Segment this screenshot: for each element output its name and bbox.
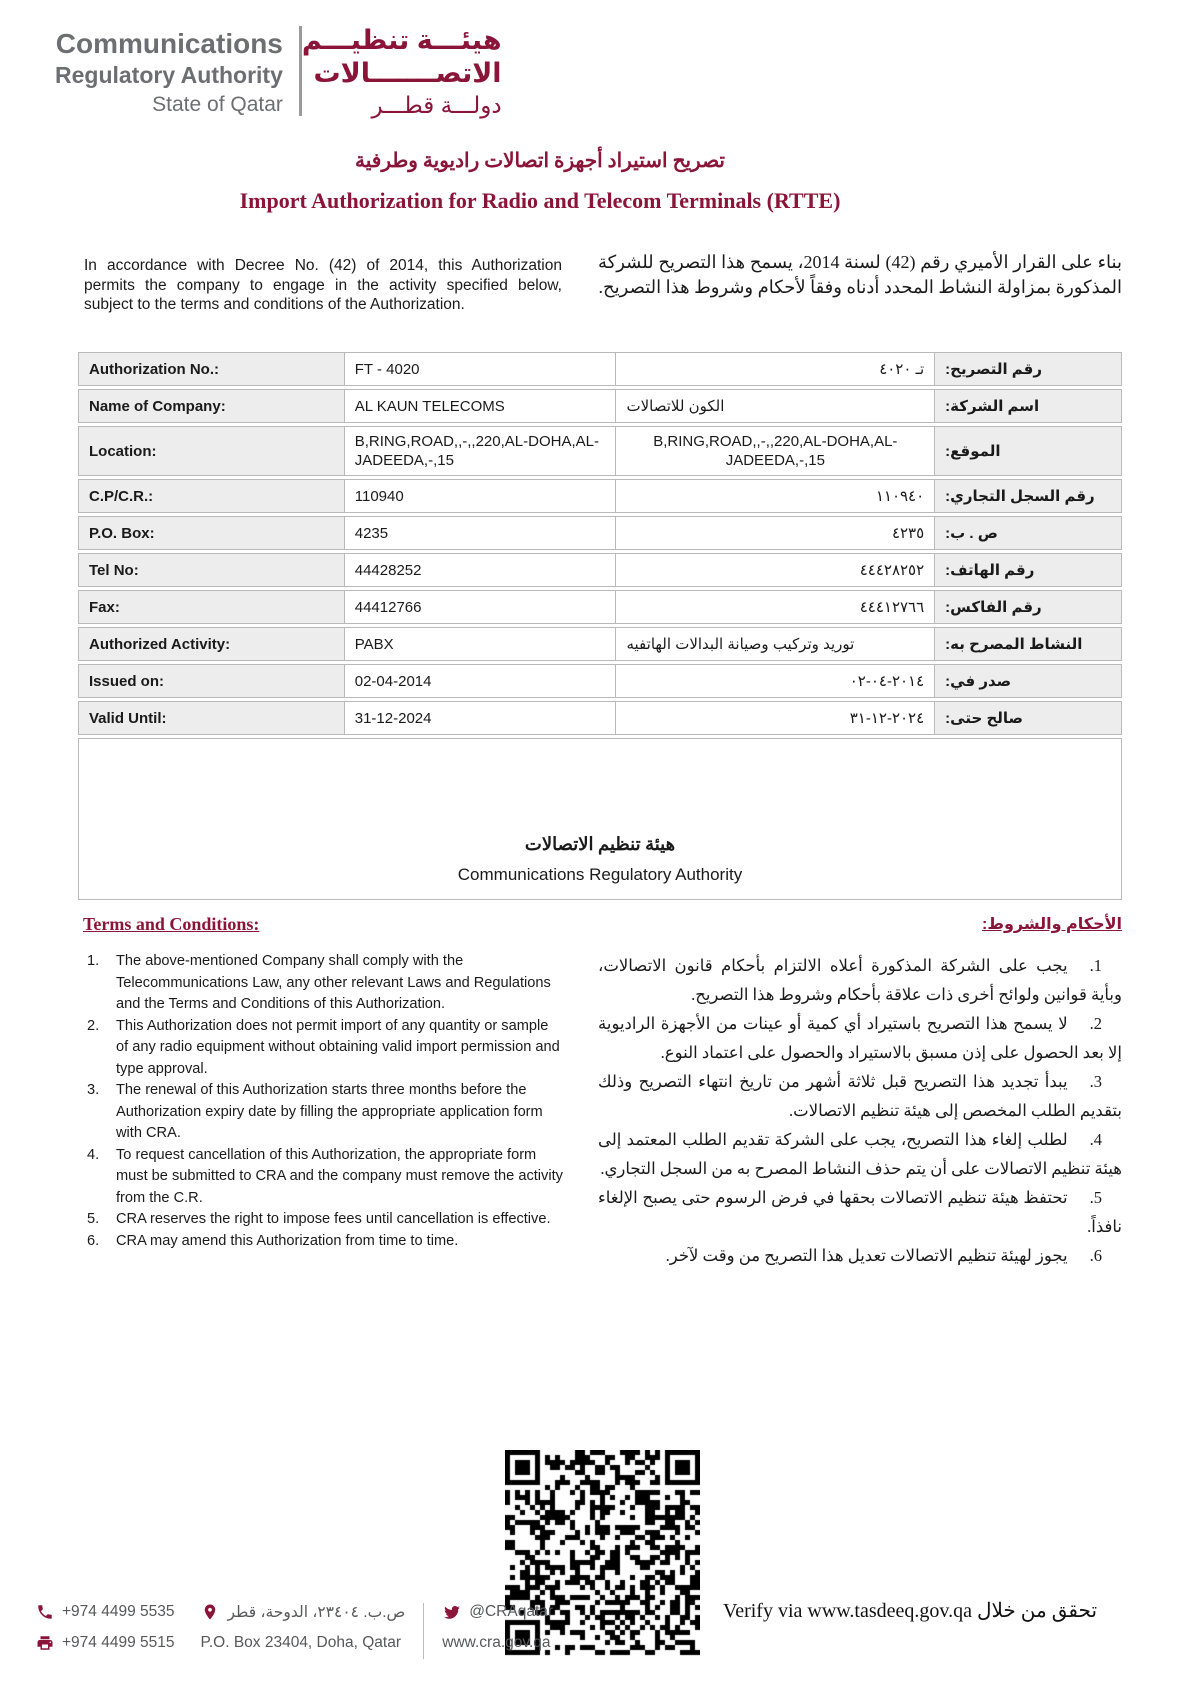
field-value-ar: ١١٠٩٤٠ <box>615 479 935 513</box>
field-value-ar: توريد وتركيب وصيانة البدالات الهاتفيه <box>615 627 935 661</box>
table-row-cr-number <box>78 479 1122 513</box>
terms-heading-row <box>78 914 1122 935</box>
terms-heading-english: Terms and Conditions: <box>83 914 260 934</box>
item-text: لا يسمح هذا التصريح باستيراد أي كمية أو عينات من الأجهزة الراديوية إلا بعد الحصول على إذن مسبق بالاستيراد والحصول على اعتماد النوع. <box>598 1014 1122 1062</box>
terms-ar-item <box>598 1125 1122 1183</box>
terms-list-english <box>78 951 564 1270</box>
details-table <box>78 352 1122 735</box>
field-label-ar: رقم الفاكس: <box>934 590 1122 624</box>
item-number: 3. <box>1089 1072 1102 1091</box>
signature-authority-arabic: هيئة تنظيم الاتصالات <box>524 834 676 854</box>
field-value-en: 44412766 <box>344 590 617 624</box>
item-text: تحتفظ هيئة تنظيم الاتصالات بحقها في فرض الرسوم حتى يصبح الإلغاء نافذاً. <box>598 1188 1122 1236</box>
table-row-authorized-activity <box>78 627 1122 661</box>
footer-divider <box>423 1603 424 1659</box>
phone-row <box>35 1601 175 1623</box>
field-label-ar: اسم الشركة: <box>934 389 1122 423</box>
item-text: يجب على الشركة المذكورة أعلاه الالتزام بأحكام قانون الاتصالات، وبأية قوانين ولوائح أخرى ذات علاقة بأحكام وشروط هذا التصريح. <box>598 956 1122 1004</box>
field-label-en: Valid Until: <box>78 701 345 735</box>
item-number: 1. <box>1089 956 1102 975</box>
phone-icon <box>35 1603 54 1622</box>
terms-en-item <box>78 1016 564 1081</box>
terms-en-item <box>78 1231 564 1253</box>
field-value-ar: تـ ٤٠٢٠ <box>615 352 935 386</box>
field-label-ar: رقم السجل التجاري: <box>934 479 1122 513</box>
field-value-en: 02-04-2014 <box>344 664 617 698</box>
table-row-po-box <box>78 516 1122 550</box>
table-row-location <box>78 426 1122 476</box>
logo-english-text <box>55 22 299 120</box>
po-box-english: P.O. Box 23404, Doha, Qatar <box>200 1634 401 1651</box>
field-label-ar: رقم التصريح: <box>934 352 1122 386</box>
footer-social-column <box>442 1601 553 1659</box>
address-english-row <box>201 1632 406 1654</box>
twitter-icon <box>442 1603 461 1622</box>
footer-contact-bar <box>35 1601 553 1659</box>
po-box-arabic: ص.ب. ٢٣٤٠٤، الدوحة، قطر <box>227 1603 406 1621</box>
item-text: CRA reserves the right to impose fees until cancellation is effective. <box>116 1211 551 1227</box>
address-arabic-row <box>201 1601 406 1623</box>
item-number: 4. <box>87 1146 100 1163</box>
field-value-ar: ٤٤٤٢٨٢٥٢ <box>615 553 935 587</box>
main-content <box>78 352 1122 1270</box>
field-value-ar: الكون للاتصالات <box>615 389 935 423</box>
item-number: 6. <box>1089 1246 1102 1265</box>
item-text: The above-mentioned Company shall comply with the Telecommunications Law, any other relevant Laws and Regulations and the Terms and Conditions of this Authorization. <box>116 953 551 1012</box>
terms-ar-item <box>598 1009 1122 1067</box>
field-value-en: FT - 4020 <box>344 352 617 386</box>
table-row-issued-on <box>78 664 1122 698</box>
field-value-en: 110940 <box>344 479 617 513</box>
terms-columns <box>78 951 1122 1270</box>
logo-en-line3: State of Qatar <box>152 93 283 116</box>
field-label-ar: النشاط المصرح به: <box>934 627 1122 661</box>
terms-ar-item <box>598 1241 1122 1270</box>
intro-paragraph-arabic: بناء على القرار الأميري رقم (42) لسنة 2014، يسمح هذا التصريح للشركة المذكورة بمزاولة النشاط المحدد أدناه وفقاً لأحكام وشروط هذا التصريح. <box>598 252 1122 297</box>
terms-ar-item <box>598 1067 1122 1125</box>
table-row-tel <box>78 553 1122 587</box>
terms-en-item <box>78 1145 564 1210</box>
field-value-en: PABX <box>344 627 617 661</box>
signature-authority-english: Communications Regulatory Authority <box>457 865 743 884</box>
document-title-arabic: تصريح استيراد أجهزة اتصالات راديوية وطرفية <box>355 150 725 172</box>
field-label-en: C.P/C.R.: <box>78 479 345 513</box>
item-number: 1. <box>87 953 100 969</box>
table-row-fax <box>78 590 1122 624</box>
cra-logo <box>55 22 518 120</box>
field-label-ar: صالح حتى: <box>934 701 1122 735</box>
footer-address-column <box>201 1601 406 1659</box>
logo-arabic-text <box>302 22 518 120</box>
fax-row <box>35 1632 175 1654</box>
item-number: 4. <box>1089 1130 1102 1149</box>
location-pin-icon <box>201 1603 220 1622</box>
verify-text-arabic: تحقق من خلال <box>976 1600 1098 1622</box>
terms-ar-item <box>598 1183 1122 1241</box>
intro-paragraph-english: In accordance with Decree No. (42) of 2014, this Authorization permits the company to engage in the activity specified below, subject to the terms and conditions of the Authorization. <box>84 257 562 313</box>
field-label-ar: الموقع: <box>934 426 1122 476</box>
item-text: لطلب إلغاء هذا التصريح، يجب على الشركة تقديم الطلب المعتمد إلى هيئة تنظيم الاتصالات على أن يتم حذف النشاط المصرح به من السجل التجاري. <box>598 1130 1122 1178</box>
twitter-row <box>442 1601 553 1623</box>
footer-phone-column <box>35 1601 175 1659</box>
fax-number: +974 4499 5515 <box>62 1634 175 1651</box>
terms-en-item <box>78 951 564 1016</box>
field-label-en: Name of Company: <box>78 389 345 423</box>
document-title-english: Import Authorization for Radio and Telecom Terminals (RTTE) <box>239 188 841 213</box>
item-number: 5. <box>1089 1188 1102 1207</box>
logo-ar-line2: الاتصـــــــالات <box>313 58 502 88</box>
verify-line <box>690 1598 1130 1623</box>
field-value-en: 31-12-2024 <box>344 701 617 735</box>
item-number: 5. <box>87 1211 100 1227</box>
item-text: The renewal of this Authorization starts three months before the Authorization expiry date by filling the appropriate application form with CRA. <box>116 1082 543 1141</box>
table-row-valid-until <box>78 701 1122 735</box>
item-text: يبدأ تجديد هذا التصريح قبل ثلاثة أشهر من تاريخ انتهاء التصريح وذلك بتقديم الطلب المخصص إلى هيئة تنظيم الاتصالات. <box>598 1072 1122 1120</box>
item-text: This Authorization does not permit import of any quantity or sample of any radio equipment without obtaining valid import permission and type approval. <box>116 1017 560 1077</box>
logo-en-line2: Regulatory Authority <box>55 62 283 88</box>
website-url: www.cra.gov.qa <box>442 1634 551 1651</box>
item-text: To request cancellation of this Authorization, the appropriate form must be submitted to CRA and the company must remove the activity from the C.R. <box>116 1146 563 1206</box>
field-value-en: 44428252 <box>344 553 617 587</box>
logo-en-line1: Communications <box>55 28 283 59</box>
field-label-en: Authorization No.: <box>78 352 345 386</box>
table-row-company-name <box>78 389 1122 423</box>
logo-ar-line1: هيئـــة تنظيـــم <box>301 25 502 55</box>
item-number: 3. <box>87 1082 100 1098</box>
field-label-en: Issued on: <box>78 664 345 698</box>
field-label-ar: صدر في: <box>934 664 1122 698</box>
field-value-ar: ٢٠٢٤-١٢-٣١ <box>615 701 935 735</box>
website-row <box>442 1632 553 1654</box>
terms-en-item <box>78 1209 564 1231</box>
twitter-handle: @CRAqatar <box>469 1603 554 1620</box>
fax-icon <box>35 1634 54 1653</box>
field-value-ar: ٤٢٣٥ <box>615 516 935 550</box>
item-number: 6. <box>87 1232 100 1249</box>
field-value-en: AL KAUN TELECOMS <box>344 389 617 423</box>
field-value-en: 4235 <box>344 516 617 550</box>
field-label-en: Tel No: <box>78 553 345 587</box>
item-text: CRA may amend this Authorization from time to time. <box>116 1232 459 1249</box>
field-label-en: P.O. Box: <box>78 516 345 550</box>
field-label-en: Fax: <box>78 590 345 624</box>
field-label-ar: رقم الهاتف: <box>934 553 1122 587</box>
terms-en-item <box>78 1080 564 1145</box>
field-value-ar: ٤٤٤١٢٧٦٦ <box>615 590 935 624</box>
field-value-ar: ٢٠١٤-٠٤-٠٢ <box>615 664 935 698</box>
field-value-en: B,RING,ROAD,,-,,220,AL-DOHA,AL-JADEEDA,-,15 <box>344 426 617 476</box>
item-number: 2. <box>1089 1014 1102 1033</box>
item-text: يجوز لهيئة تنظيم الاتصالات تعديل هذا التصريح من وقت لآخر. <box>665 1246 1068 1265</box>
field-label-ar: ص . ب: <box>934 516 1122 550</box>
verify-text-english: Verify via www.tasdeeq.gov.qa <box>722 1600 972 1622</box>
logo-ar-line3: دولـــة قطـــر <box>371 92 502 118</box>
terms-heading-arabic: الأحكام والشروط: <box>982 916 1122 933</box>
field-label-en: Authorized Activity: <box>78 627 345 661</box>
signature-box <box>78 738 1122 900</box>
field-value-ar: B,RING,ROAD,,-,,220,AL-DOHA,AL-JADEEDA,-,15 <box>615 426 935 476</box>
field-label-en: Location: <box>78 426 345 476</box>
table-row-authorization-no <box>78 352 1122 386</box>
phone-number: +974 4499 5535 <box>62 1603 175 1620</box>
terms-list-arabic <box>598 951 1122 1270</box>
item-number: 2. <box>87 1017 100 1034</box>
terms-ar-item <box>598 951 1122 1009</box>
